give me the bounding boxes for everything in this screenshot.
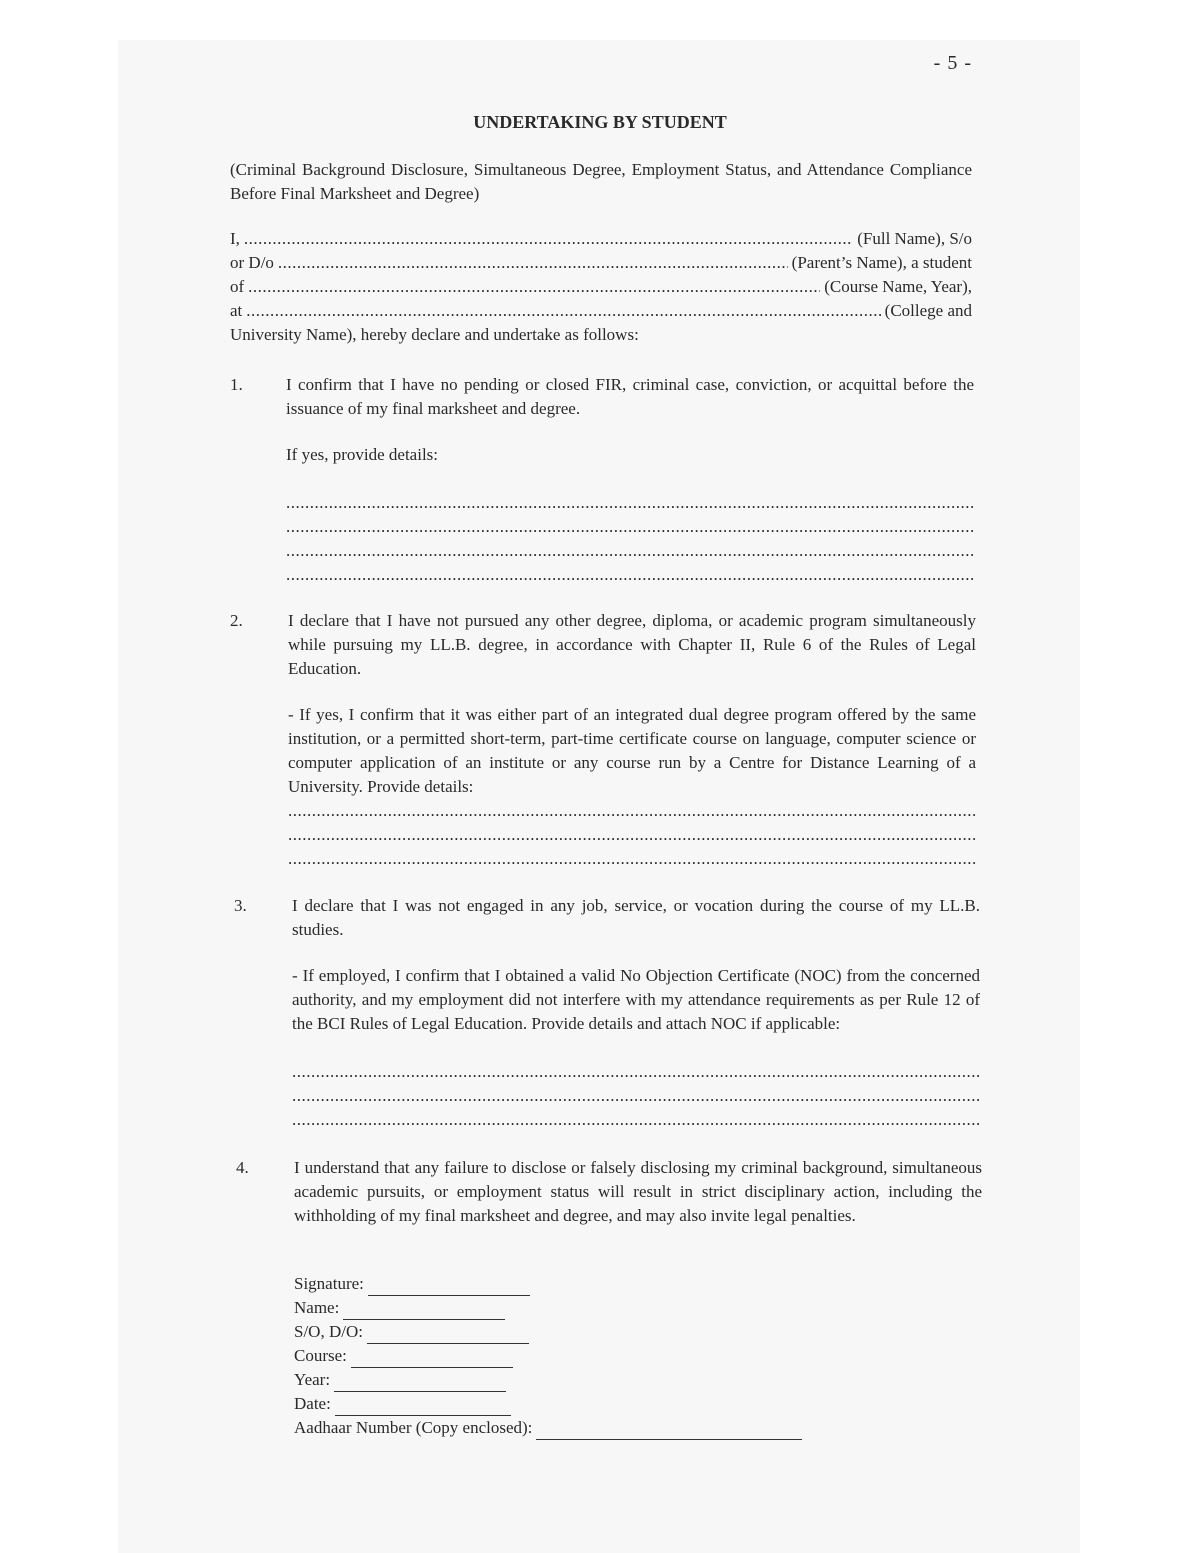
date-row bbox=[294, 1392, 802, 1416]
item-text: I confirm that I have no pending or closed FIR, criminal case, conviction, or acquittal before the issuance of my final marksheet and degree. bbox=[286, 375, 974, 418]
item-number: 2. bbox=[230, 611, 243, 630]
details-field[interactable] bbox=[286, 515, 974, 539]
parent-name-line bbox=[230, 251, 972, 275]
item-text: I understand that any failure to disclose or falsely disclosing my criminal background, simultaneous academic pursuits, or employment status will result in strict disciplinary action, including the withholding of my final marksheet and degree, and may also invite legal penalties. bbox=[294, 1158, 982, 1225]
details-field[interactable] bbox=[286, 539, 974, 563]
details-field[interactable] bbox=[288, 847, 976, 871]
details-field[interactable] bbox=[286, 563, 974, 587]
signature-field[interactable] bbox=[368, 1279, 530, 1296]
aadhaar-field[interactable] bbox=[536, 1423, 802, 1440]
course-field[interactable] bbox=[351, 1351, 513, 1368]
details-field[interactable] bbox=[288, 823, 976, 847]
item-followup: - If employed, I confirm that I obtained a valid No Objection Certificate (NOC) from the concerned authority, and my employment did not interfere with my attendance requirements as per Rule 12 of the BCI Rules of Legal Education. Provide details and attach NOC if applicable: bbox=[292, 966, 980, 1033]
details-lines bbox=[288, 799, 976, 871]
details-field[interactable] bbox=[288, 799, 976, 823]
college-name-line bbox=[230, 299, 972, 323]
item-number: 1. bbox=[230, 375, 243, 394]
signature-block bbox=[294, 1272, 802, 1440]
course-label: Course: bbox=[294, 1346, 347, 1365]
aadhaar-label: Aadhaar Number (Copy enclosed): bbox=[294, 1418, 533, 1437]
parent-row bbox=[294, 1320, 802, 1344]
item-followup: - If yes, I confirm that it was either part of an integrated dual degree program offered by the same institution, or a permitted short-term, part-time certificate course on language, computer science or computer application of an institute or any course run by a Centre for Distance Learning of a University. Provide details: bbox=[288, 705, 976, 796]
declaration-text: (Parent’s Name), a student bbox=[791, 253, 972, 272]
declaration-text: at bbox=[230, 301, 243, 320]
year-row bbox=[294, 1368, 802, 1392]
full-name-line bbox=[230, 227, 972, 251]
document-subtitle: (Criminal Background Disclosure, Simultaneous Degree, Employment Status, and Attendance Compliance Before Final Marksheet and Degree) bbox=[230, 160, 972, 203]
document-title: UNDERTAKING BY STUDENT bbox=[473, 112, 727, 132]
signature-label: Signature: bbox=[294, 1274, 364, 1293]
page-number: - 5 - bbox=[933, 52, 972, 74]
declaration-closing: University Name), hereby declare and undertake as follows: bbox=[230, 325, 639, 344]
details-field[interactable] bbox=[292, 1060, 980, 1084]
course-row bbox=[294, 1344, 802, 1368]
item-text: I declare that I have not pursued any other degree, diploma, or academic program simultaneously while pursuing my LL.B. degree, in accordance with Chapter II, Rule 6 of the Rules of Legal Education. bbox=[288, 611, 976, 678]
year-label: Year: bbox=[294, 1370, 331, 1389]
declaration-text: (College and bbox=[884, 301, 972, 320]
parent-label: S/O, D/O: bbox=[294, 1322, 363, 1341]
item-number: 3. bbox=[234, 896, 247, 915]
declaration-text: of bbox=[230, 277, 245, 296]
parent-name-field[interactable] bbox=[278, 251, 788, 275]
details-lines bbox=[292, 1060, 980, 1132]
date-label: Date: bbox=[294, 1394, 331, 1413]
details-field[interactable] bbox=[292, 1084, 980, 1108]
college-name-field[interactable] bbox=[246, 299, 880, 323]
item-number: 4. bbox=[236, 1158, 249, 1177]
aadhaar-row bbox=[294, 1416, 802, 1440]
full-name-field[interactable] bbox=[244, 227, 853, 251]
declaration-text: I, bbox=[230, 229, 240, 248]
details-field[interactable] bbox=[286, 491, 974, 515]
parent-field[interactable] bbox=[367, 1327, 529, 1344]
details-field[interactable] bbox=[292, 1108, 980, 1132]
declaration-text: (Course Name, Year), bbox=[824, 277, 972, 296]
name-label: Name: bbox=[294, 1298, 340, 1317]
name-row bbox=[294, 1296, 802, 1320]
course-name-field[interactable] bbox=[248, 275, 820, 299]
signature-row bbox=[294, 1272, 802, 1296]
year-field[interactable] bbox=[334, 1375, 506, 1392]
date-field[interactable] bbox=[335, 1399, 511, 1416]
declaration-text: (Full Name), S/o bbox=[857, 229, 972, 248]
details-lines bbox=[286, 491, 974, 587]
declaration-text: or D/o bbox=[230, 253, 274, 272]
name-field[interactable] bbox=[343, 1303, 505, 1320]
item-text: I declare that I was not engaged in any job, service, or vocation during the course of my LL.B. studies. bbox=[292, 896, 980, 939]
item-followup: If yes, provide details: bbox=[286, 445, 439, 464]
course-name-line bbox=[230, 275, 972, 299]
declaration-block bbox=[230, 227, 972, 347]
